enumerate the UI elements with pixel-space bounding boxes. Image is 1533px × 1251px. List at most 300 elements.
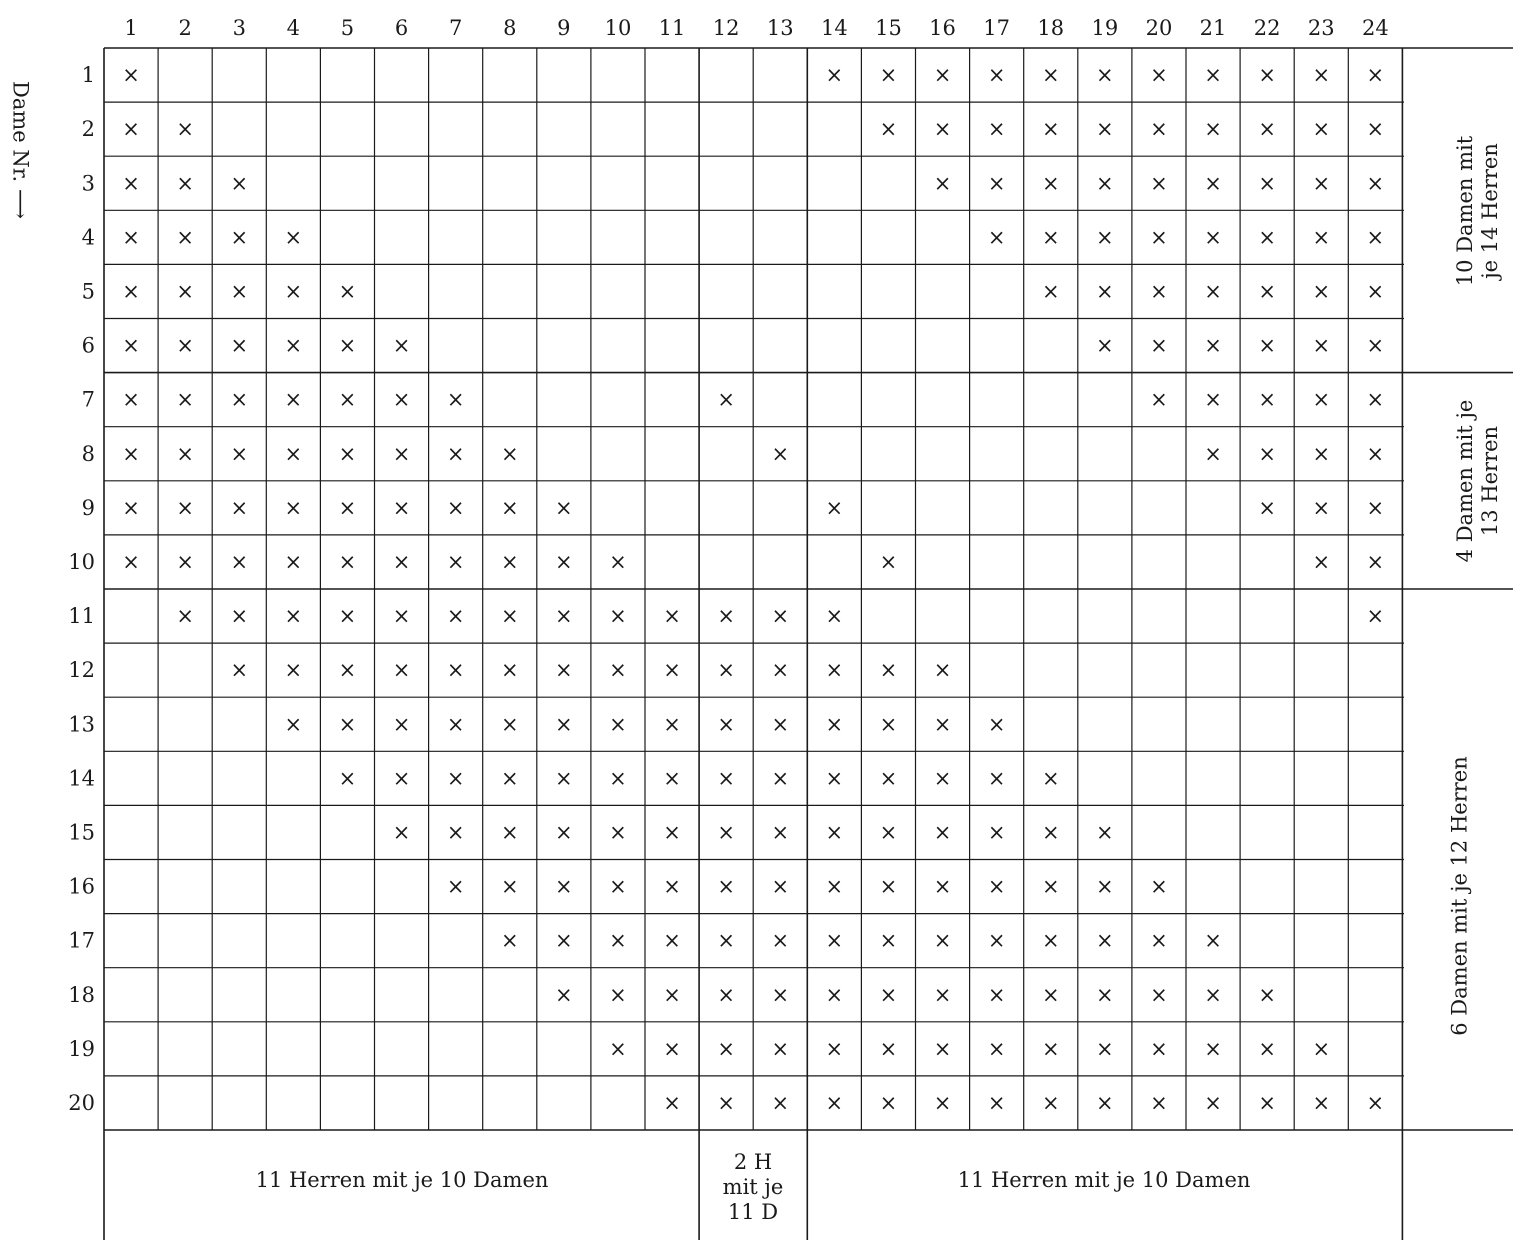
pair-mark: ×	[987, 63, 1006, 88]
pair-mark: ×	[663, 874, 681, 899]
pair-mark: ×	[987, 712, 1006, 737]
pair-mark: ×	[284, 225, 303, 250]
pair-mark: ×	[1150, 874, 1168, 899]
pair-mark: ×	[663, 928, 681, 953]
pair-mark: ×	[771, 928, 790, 953]
pair-mark: ×	[1150, 279, 1168, 304]
pair-mark: ×	[1258, 225, 1276, 250]
pair-mark: ×	[284, 333, 303, 358]
column-header-8: 8	[503, 16, 517, 40]
pair-mark: ×	[338, 387, 357, 412]
pair-mark: ×	[446, 604, 465, 629]
pair-mark: ×	[825, 766, 844, 791]
pair-mark: ×	[609, 604, 627, 629]
pair-mark: ×	[122, 279, 140, 304]
pair-mark: ×	[663, 604, 681, 629]
pair-mark: ×	[933, 117, 952, 142]
column-header-15: 15	[875, 16, 902, 40]
pair-mark: ×	[122, 549, 140, 574]
pair-mark: ×	[771, 658, 790, 683]
pair-mark: ×	[1204, 63, 1222, 88]
pair-mark: ×	[933, 982, 952, 1007]
column-header-18: 18	[1037, 16, 1065, 40]
pair-mark: ×	[338, 549, 357, 574]
pair-mark: ×	[1258, 333, 1276, 358]
pair-mark: ×	[1096, 928, 1114, 953]
pair-mark: ×	[1258, 441, 1276, 466]
pair-mark: ×	[609, 658, 627, 683]
pair-mark: ×	[176, 604, 194, 629]
column-header-24: 24	[1361, 16, 1389, 40]
pair-mark: ×	[230, 387, 249, 412]
pair-mark: ×	[122, 495, 140, 520]
pair-mark: ×	[446, 387, 465, 412]
pair-mark: ×	[500, 495, 519, 520]
row-header-4: 4	[81, 225, 95, 250]
column-header-5: 5	[340, 16, 355, 40]
column-header-2: 2	[178, 16, 192, 40]
pair-mark: ×	[1366, 279, 1385, 304]
pair-mark: ×	[879, 549, 898, 574]
pair-mark: ×	[663, 1090, 681, 1115]
pair-mark: ×	[1312, 333, 1331, 358]
pair-mark: ×	[284, 441, 303, 466]
row-header-1: 1	[81, 63, 95, 88]
pair-mark: ×	[555, 874, 573, 899]
pair-mark: ×	[446, 549, 465, 574]
group-label-rows-1-6-text: 10 Damen mit je 14 Herren	[1452, 135, 1502, 287]
pair-mark: ×	[1150, 171, 1168, 196]
pair-mark: ×	[555, 495, 573, 520]
pair-mark: ×	[1096, 117, 1114, 142]
pair-mark: ×	[1312, 387, 1331, 412]
pair-mark: ×	[230, 333, 249, 358]
pair-mark: ×	[500, 766, 519, 791]
pair-mark: ×	[230, 495, 249, 520]
pair-mark: ×	[879, 117, 898, 142]
pair-mark: ×	[771, 604, 790, 629]
pair-mark: ×	[1041, 874, 1060, 899]
pair-mark: ×	[879, 63, 898, 88]
pair-mark: ×	[825, 63, 844, 88]
pair-mark: ×	[987, 820, 1006, 845]
pair-mark: ×	[879, 1090, 898, 1115]
pair-mark: ×	[284, 712, 303, 737]
row-header-12: 12	[68, 658, 95, 683]
pair-mark: ×	[879, 982, 898, 1007]
row-header-16: 16	[68, 874, 95, 899]
pair-mark: ×	[1041, 1036, 1060, 1061]
pair-mark: ×	[987, 766, 1006, 791]
pair-mark: ×	[933, 928, 952, 953]
pair-mark: ×	[933, 766, 952, 791]
pair-mark: ×	[987, 1036, 1006, 1061]
row-header-2: 2	[81, 117, 95, 142]
pair-mark: ×	[1258, 1036, 1276, 1061]
pair-mark: ×	[1258, 63, 1276, 88]
bottom-label-middle	[699, 1150, 807, 1226]
pair-mark: ×	[987, 874, 1006, 899]
pair-mark: ×	[1096, 874, 1114, 899]
pair-mark: ×	[1204, 333, 1222, 358]
column-header-7: 7	[448, 16, 463, 40]
row-header-19: 19	[68, 1036, 95, 1061]
pair-mark: ×	[1041, 279, 1060, 304]
pair-mark: ×	[933, 171, 952, 196]
pair-mark: ×	[987, 225, 1006, 250]
pair-mark: ×	[1041, 225, 1060, 250]
pair-mark: ×	[1041, 982, 1060, 1007]
pair-mark: ×	[122, 171, 140, 196]
pair-mark: ×	[879, 658, 898, 683]
pair-mark: ×	[933, 1090, 952, 1115]
pair-mark: ×	[771, 982, 790, 1007]
pair-mark: ×	[879, 874, 898, 899]
pair-mark: ×	[933, 820, 952, 845]
pair-mark: ×	[987, 1090, 1006, 1115]
pair-mark: ×	[609, 874, 627, 899]
pair-mark: ×	[717, 604, 735, 629]
pair-mark: ×	[1150, 928, 1168, 953]
pair-mark: ×	[446, 820, 465, 845]
pair-mark: ×	[933, 63, 952, 88]
pair-mark: ×	[1312, 441, 1331, 466]
pair-mark: ×	[663, 1036, 681, 1061]
pair-mark: ×	[1150, 63, 1168, 88]
pair-mark: ×	[500, 604, 519, 629]
pair-mark: ×	[446, 766, 465, 791]
pair-mark: ×	[446, 495, 465, 520]
pair-mark: ×	[1366, 387, 1385, 412]
pair-mark: ×	[500, 549, 519, 574]
pair-mark: ×	[284, 604, 303, 629]
row-header-6: 6	[81, 333, 95, 358]
pair-mark: ×	[987, 117, 1006, 142]
pair-mark: ×	[1258, 117, 1276, 142]
pair-mark: ×	[1366, 117, 1385, 142]
column-header-22: 22	[1253, 16, 1281, 40]
pair-mark: ×	[1312, 63, 1331, 88]
bottom-label-right: 11 Herren mit je 10 Damen	[957, 1168, 1251, 1192]
pair-mark: ×	[1041, 820, 1060, 845]
pair-mark: ×	[122, 225, 140, 250]
pair-mark: ×	[825, 1036, 844, 1061]
pair-mark: ×	[609, 1036, 627, 1061]
pair-mark: ×	[1204, 387, 1222, 412]
pair-mark: ×	[284, 279, 303, 304]
pair-mark: ×	[338, 712, 357, 737]
column-header-4: 4	[286, 16, 301, 40]
pair-mark: ×	[1366, 441, 1385, 466]
pair-mark: ×	[555, 712, 573, 737]
column-header-21: 21	[1199, 16, 1227, 40]
pair-mark: ×	[1204, 225, 1222, 250]
row-header-7: 7	[81, 387, 95, 412]
pair-mark: ×	[825, 1090, 844, 1115]
bottom-label-middle-text: 2 H mit je 11 D	[722, 1150, 784, 1225]
pair-mark: ×	[392, 387, 411, 412]
pair-mark: ×	[1041, 117, 1060, 142]
pair-mark: ×	[338, 766, 357, 791]
pair-mark: ×	[1150, 333, 1168, 358]
pair-mark: ×	[230, 658, 249, 683]
pair-mark: ×	[1150, 225, 1168, 250]
column-header-13: 13	[766, 16, 794, 40]
pair-mark: ×	[609, 549, 627, 574]
pair-mark: ×	[609, 712, 627, 737]
pair-mark: ×	[176, 279, 194, 304]
pair-mark: ×	[987, 171, 1006, 196]
pair-mark: ×	[284, 387, 303, 412]
pair-mark: ×	[392, 766, 411, 791]
pair-mark: ×	[230, 225, 249, 250]
column-header-1: 1	[124, 16, 138, 40]
pair-mark: ×	[500, 712, 519, 737]
pair-mark: ×	[1312, 117, 1331, 142]
pair-mark: ×	[392, 495, 411, 520]
pair-mark: ×	[825, 712, 844, 737]
pair-mark: ×	[825, 658, 844, 683]
pair-mark: ×	[609, 766, 627, 791]
pair-mark: ×	[555, 820, 573, 845]
column-header-11: 11	[658, 16, 686, 40]
pair-mark: ×	[446, 712, 465, 737]
group-label-rows-7-10	[1453, 331, 1503, 631]
pair-mark: ×	[1312, 1090, 1331, 1115]
pair-mark: ×	[1204, 117, 1222, 142]
pair-mark: ×	[1041, 1090, 1060, 1115]
pair-mark: ×	[717, 1036, 735, 1061]
pair-mark: ×	[1312, 1036, 1331, 1061]
pair-mark: ×	[933, 1036, 952, 1061]
pair-mark: ×	[392, 820, 411, 845]
pair-mark: ×	[609, 982, 627, 1007]
pair-mark: ×	[771, 441, 790, 466]
pair-mark: ×	[663, 820, 681, 845]
pair-mark: ×	[771, 1036, 790, 1061]
pair-mark: ×	[1096, 1090, 1114, 1115]
pair-mark: ×	[122, 387, 140, 412]
row-header-9: 9	[81, 495, 95, 520]
row-header-18: 18	[68, 982, 95, 1007]
pair-mark: ×	[230, 171, 249, 196]
pair-mark: ×	[392, 712, 411, 737]
pair-mark: ×	[1041, 171, 1060, 196]
column-header-6: 6	[394, 16, 409, 40]
pair-mark: ×	[446, 441, 465, 466]
group-label-rows-7-10-text: 4 Damen mit je 13 Herren	[1452, 399, 1502, 563]
pair-mark: ×	[771, 820, 790, 845]
pair-mark: ×	[284, 549, 303, 574]
row-header-20: 20	[68, 1090, 95, 1115]
pair-mark: ×	[1366, 549, 1385, 574]
column-header-23: 23	[1307, 16, 1335, 40]
pair-mark: ×	[1366, 63, 1385, 88]
pair-mark: ×	[1204, 279, 1222, 304]
pair-mark: ×	[1366, 604, 1385, 629]
pair-mark: ×	[446, 658, 465, 683]
pair-mark: ×	[176, 387, 194, 412]
pair-mark: ×	[500, 820, 519, 845]
column-header-12: 12	[712, 16, 740, 40]
row-header-10: 10	[68, 549, 95, 574]
pair-mark: ×	[825, 982, 844, 1007]
pair-mark: ×	[717, 820, 735, 845]
pair-mark: ×	[1258, 1090, 1276, 1115]
pair-mark: ×	[122, 441, 140, 466]
pair-mark: ×	[392, 658, 411, 683]
column-header-3: 3	[232, 16, 246, 40]
pair-mark: ×	[825, 604, 844, 629]
pair-mark: ×	[1258, 982, 1276, 1007]
pair-mark: ×	[717, 658, 735, 683]
pair-mark: ×	[176, 549, 194, 574]
pair-mark: ×	[1204, 441, 1222, 466]
column-header-17: 17	[983, 16, 1011, 40]
pair-mark: ×	[555, 549, 573, 574]
row-header-17: 17	[68, 928, 95, 953]
column-header-16: 16	[929, 16, 956, 40]
pair-mark: ×	[176, 333, 194, 358]
pair-mark: ×	[663, 766, 681, 791]
pair-mark: ×	[1366, 495, 1385, 520]
pair-mark: ×	[500, 441, 519, 466]
pair-mark: ×	[879, 712, 898, 737]
pair-mark: ×	[338, 658, 357, 683]
pair-mark: ×	[879, 766, 898, 791]
pair-mark: ×	[1150, 387, 1168, 412]
pair-mark: ×	[1366, 225, 1385, 250]
pair-mark: ×	[1150, 1036, 1168, 1061]
pair-mark: ×	[609, 820, 627, 845]
pair-mark: ×	[825, 928, 844, 953]
pair-mark: ×	[771, 1090, 790, 1115]
pair-mark: ×	[230, 279, 249, 304]
pair-mark: ×	[500, 928, 519, 953]
pair-mark: ×	[338, 495, 357, 520]
pair-mark: ×	[555, 604, 573, 629]
pair-mark: ×	[1366, 171, 1385, 196]
pair-mark: ×	[230, 441, 249, 466]
pair-mark: ×	[1096, 279, 1114, 304]
pair-mark: ×	[555, 658, 573, 683]
pair-mark: ×	[446, 874, 465, 899]
bottom-label-left: 11 Herren mit je 10 Damen	[255, 1168, 549, 1192]
pair-mark: ×	[1312, 495, 1331, 520]
row-header-5: 5	[81, 279, 95, 304]
pair-mark: ×	[500, 658, 519, 683]
pair-mark: ×	[1204, 1090, 1222, 1115]
pair-mark: ×	[338, 604, 357, 629]
pair-mark: ×	[1312, 171, 1331, 196]
pair-mark: ×	[1096, 333, 1114, 358]
row-header-11: 11	[68, 604, 95, 629]
pair-mark: ×	[500, 874, 519, 899]
pair-mark: ×	[663, 658, 681, 683]
pair-mark: ×	[1041, 766, 1060, 791]
column-header-20: 20	[1145, 16, 1173, 40]
row-axis-title: Dame Nr. ⟶	[8, 81, 33, 219]
pair-mark: ×	[987, 928, 1006, 953]
pair-mark: ×	[176, 225, 194, 250]
pair-mark: ×	[176, 441, 194, 466]
pair-mark: ×	[392, 604, 411, 629]
pair-mark: ×	[933, 712, 952, 737]
pair-mark: ×	[1150, 982, 1168, 1007]
pair-mark: ×	[879, 820, 898, 845]
pair-mark: ×	[1204, 928, 1222, 953]
pair-mark: ×	[122, 333, 140, 358]
row-header-15: 15	[68, 820, 95, 845]
group-label-rows-11-20: 6 Damen mit je 12 Herren	[1447, 756, 1472, 1036]
pair-mark: ×	[1312, 549, 1331, 574]
pair-mark: ×	[933, 874, 952, 899]
pair-mark: ×	[663, 982, 681, 1007]
pair-mark: ×	[987, 982, 1006, 1007]
pair-mark: ×	[1096, 820, 1114, 845]
pair-mark: ×	[1312, 279, 1331, 304]
pair-mark: ×	[555, 928, 573, 953]
column-header-19: 19	[1091, 16, 1119, 40]
pair-mark: ×	[176, 171, 194, 196]
pair-mark: ×	[1366, 1090, 1385, 1115]
pair-mark: ×	[933, 658, 952, 683]
pair-mark: ×	[1312, 225, 1331, 250]
pair-mark: ×	[392, 333, 411, 358]
group-label-rows-1-6	[1453, 61, 1503, 361]
pair-mark: ×	[1366, 333, 1385, 358]
pair-mark: ×	[338, 333, 357, 358]
row-header-3: 3	[81, 171, 95, 196]
column-header-10: 10	[604, 16, 632, 40]
pair-mark: ×	[1204, 1036, 1222, 1061]
pair-mark: ×	[771, 712, 790, 737]
pair-mark: ×	[879, 928, 898, 953]
pair-mark: ×	[717, 387, 735, 412]
pair-mark: ×	[284, 658, 303, 683]
pair-mark: ×	[717, 928, 735, 953]
pair-mark: ×	[338, 279, 357, 304]
pair-mark: ×	[392, 441, 411, 466]
pair-mark: ×	[122, 117, 140, 142]
column-header-14: 14	[820, 16, 848, 40]
pair-mark: ×	[1258, 495, 1276, 520]
pair-mark: ×	[1204, 982, 1222, 1007]
pair-mark: ×	[879, 1036, 898, 1061]
pair-mark: ×	[1258, 387, 1276, 412]
pair-mark: ×	[717, 1090, 735, 1115]
row-header-13: 13	[68, 712, 95, 737]
pair-mark: ×	[825, 874, 844, 899]
pair-mark: ×	[1204, 171, 1222, 196]
row-header-8: 8	[81, 441, 95, 466]
pair-mark: ×	[1096, 982, 1114, 1007]
row-header-14: 14	[68, 766, 95, 791]
pair-mark: ×	[230, 549, 249, 574]
pair-mark: ×	[663, 712, 681, 737]
pair-mark: ×	[284, 495, 303, 520]
pair-mark: ×	[555, 982, 573, 1007]
pair-mark: ×	[825, 495, 844, 520]
pair-mark: ×	[1096, 1036, 1114, 1061]
pair-mark: ×	[1096, 225, 1114, 250]
pair-mark: ×	[771, 766, 790, 791]
pair-mark: ×	[717, 874, 735, 899]
pair-mark: ×	[555, 766, 573, 791]
pair-mark: ×	[1041, 63, 1060, 88]
pair-mark: ×	[176, 495, 194, 520]
pair-mark: ×	[1258, 279, 1276, 304]
